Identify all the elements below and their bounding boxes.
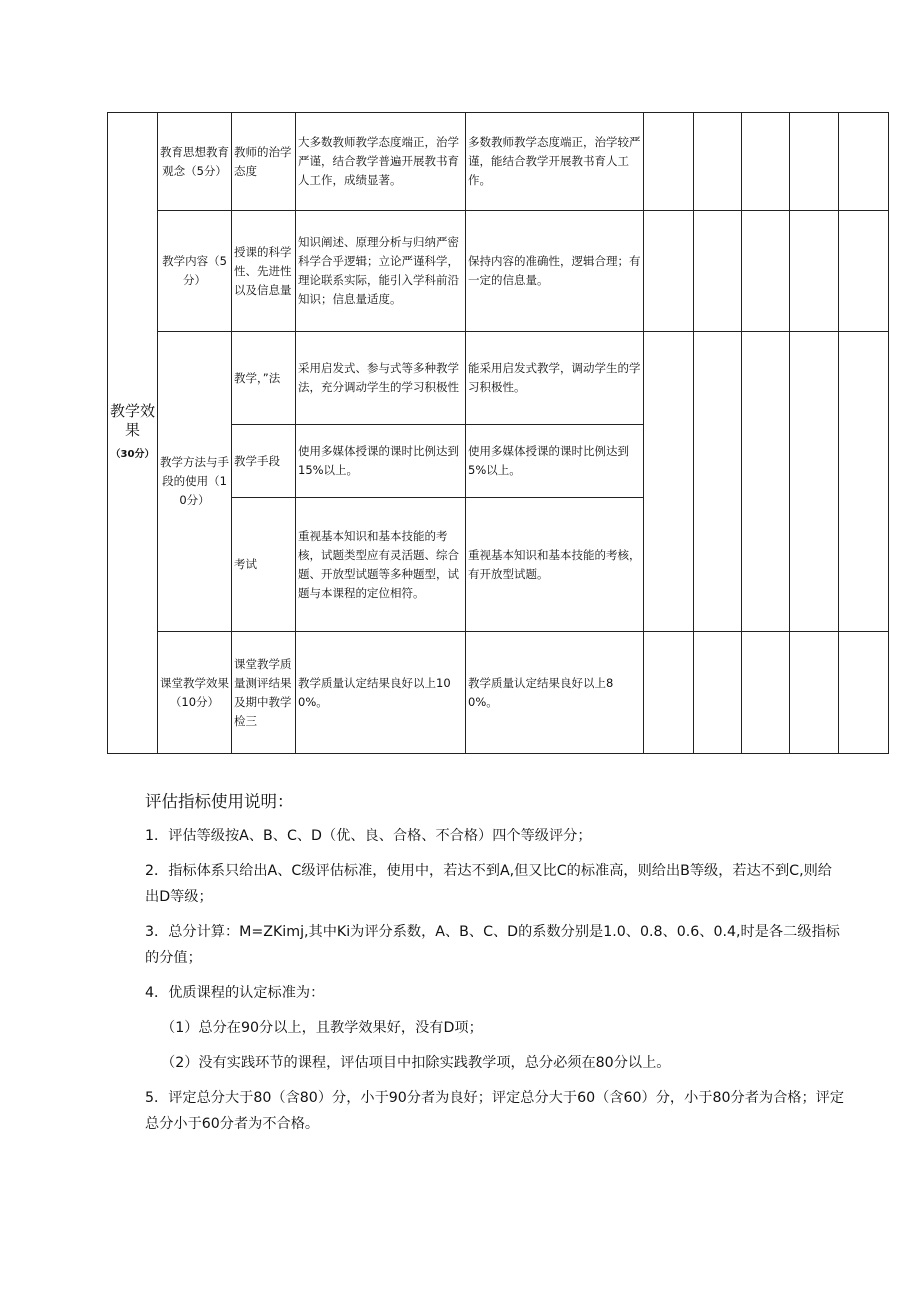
section-name: 教育思想教育观念（5分）	[158, 113, 232, 211]
note-5: 5．评定总分大于80（含80）分，小于90分者为良好；评定总分大于60（含60）分，小于80分者为合格；评定总分小于60分者为不合格。	[145, 1090, 845, 1132]
note-4-1: （1）总分在90分以上，且教学效果好，没有D项；	[161, 1020, 483, 1036]
score-cell	[839, 632, 889, 754]
item-name: 教学手段	[232, 425, 296, 498]
standard-c: 保持内容的准确性，逻辑合理；有一定的信息量。	[466, 211, 644, 332]
item-name: 教师的治学态度	[232, 113, 296, 211]
score-cell	[839, 332, 889, 632]
category-points: （30分）	[110, 449, 155, 460]
standard-a: 知识阐述、原理分析与归纳严密科学合乎逻辑；立论严谨科学，理论联系实际，能引入学科前沿知识；信息量适度。	[296, 211, 466, 332]
notes-title: 评估指标使用说明：	[145, 792, 294, 811]
score-cell	[790, 211, 839, 332]
score-cell	[742, 211, 790, 332]
evaluation-table	[107, 112, 889, 754]
section-name: 课堂教学效果（10分）	[158, 632, 232, 754]
item-name: 考试	[232, 498, 296, 632]
category-name: 教学效果	[110, 402, 156, 439]
score-cell	[790, 113, 839, 211]
score-cell	[790, 632, 839, 754]
score-cell	[839, 113, 889, 211]
section-name: 教学内容（5分）	[158, 211, 232, 332]
score-cell	[694, 211, 742, 332]
standard-c: 重视基本知识和基本技能的考核，有开放型试题。	[466, 498, 644, 632]
section-name: 教学方法与手段的使用（10分）	[158, 332, 232, 632]
item-name: 教学，”法	[232, 332, 296, 425]
standard-c: 能采用启发式教学，调动学生的学习积极性。	[466, 332, 644, 425]
score-cell	[644, 632, 694, 754]
standard-a: 使用多媒体授课的课时比例达到15%以上。	[296, 425, 466, 498]
note-1: 1．评估等级按A、B、C、D（优、良、合格、不合格）四个等级评分；	[145, 828, 592, 844]
score-cell	[644, 113, 694, 211]
note-2: 2．指标体系只给出A、C级评估标准，使用中，若达不到A,但又比C的标准高，则给出B等级，若达不到C,则给出D等级；	[145, 863, 832, 905]
score-cell	[742, 332, 790, 632]
item-name: 课堂教学质量测评结果及期中教学检三	[232, 632, 296, 754]
note-4: 4．优质课程的认定标准为：	[145, 985, 325, 1001]
note-3: 3．总分计算：M=ZKimj,其中Ki为评分系数，A、B、C、D的系数分别是1.0、0.8、0.6、0.4,时是各二级指标的分值；	[145, 924, 840, 966]
score-cell	[742, 632, 790, 754]
standard-a: 大多数教师教学态度端正，治学严谨，结合教学普遍开展教书育人工作，成绩显著。	[296, 113, 466, 211]
score-cell	[742, 113, 790, 211]
standard-a: 重视基本知识和基本技能的考核，试题类型应有灵活题、综合题、开放型试题等多种题型，试题与本课程的定位相符。	[296, 498, 466, 632]
score-cell	[790, 332, 839, 632]
standard-a: 教学质量认定结果良好以上100%。	[296, 632, 466, 754]
standard-c: 多数教师教学态度端正，治学较严谨，能结合教学开展教书育人工作。	[466, 113, 644, 211]
category-cell	[108, 113, 158, 754]
score-cell	[644, 332, 694, 632]
item-name: 授课的科学性、先进性以及信息量	[232, 211, 296, 332]
score-cell	[694, 332, 742, 632]
standard-c: 教学质量认定结果良好以上80%。	[466, 632, 644, 754]
score-cell	[694, 113, 742, 211]
usage-notes	[145, 788, 845, 1146]
score-cell	[839, 211, 889, 332]
standard-c: 使用多媒体授课的课时比例达到5%以上。	[466, 425, 644, 498]
note-4-2: （2）没有实践环节的课程，评估项目中扣除实践教学项，总分必须在80分以上。	[161, 1055, 671, 1071]
score-cell	[694, 632, 742, 754]
standard-a: 采用启发式、参与式等多种教学法，充分调动学生的学习积极性	[296, 332, 466, 425]
score-cell	[644, 211, 694, 332]
